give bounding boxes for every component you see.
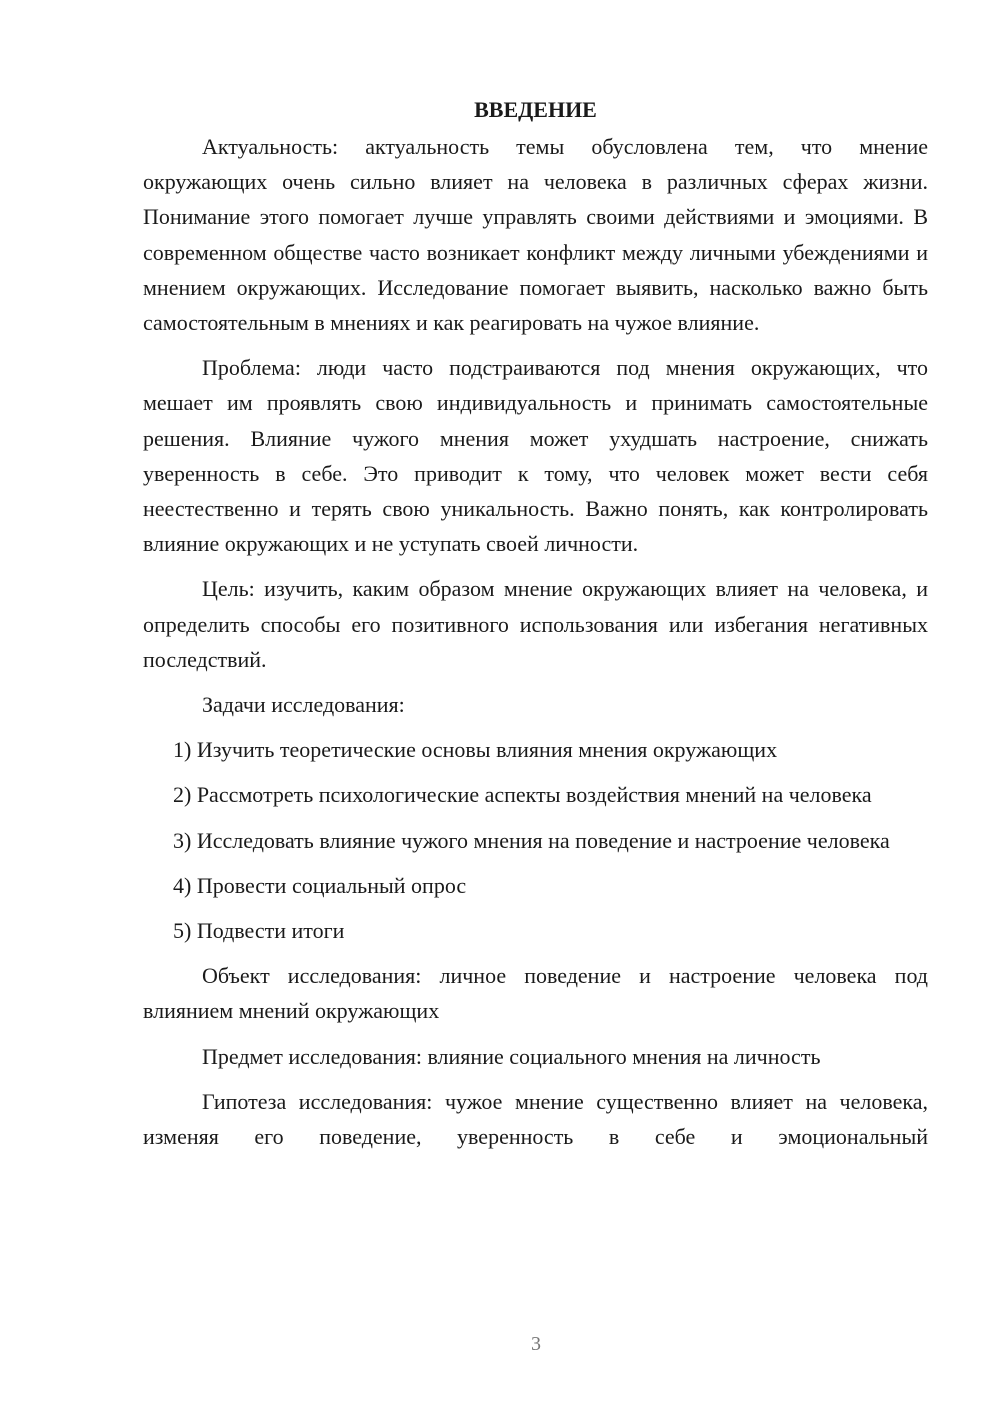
object-paragraph: Объект исследования: личное поведение и настроение человека под влиянием мнений окружающих (143, 963, 928, 1024)
tasks-title: Задачи исследования: (202, 692, 405, 718)
task-item-2: 2) Рассмотреть психологические аспекты воздействия мнений на человека (173, 782, 872, 808)
page-number: 3 (531, 1333, 541, 1355)
subject-paragraph: Предмет исследования: влияние социального мнения на личность (202, 1043, 821, 1069)
section-heading: ВВЕДЕНИЕ (474, 97, 597, 122)
task-item-1: 1) Изучить теоретические основы влияния мнения окружающих (173, 737, 778, 763)
goal-paragraph: Цель: изучить, каким образом мнение окружающих влияет на человека, и определить способы его позитивного использования или избегания негативных последствий. (143, 576, 928, 672)
hypothesis-paragraph: Гипотеза исследования: чужое мнение существенно влияет на человека, изменяя его поведение, уверенность в себе и эмоциональный (143, 1088, 928, 1150)
task-item-5: 5) Подвести итоги (173, 918, 345, 944)
relevance-paragraph: Актуальность: актуальность темы обусловлена тем, что мнение окружающих очень сильно влияет на человека в различных сферах жизни. Понимание этого помогает лучше управлять своими действиями и эмоциями. В современном обществе часто возникает конфликт между личными убеждениями и мнением окружающих. Исследование помогает выявить, насколько важно быть самостоятельным в мнениях и как реагировать на чужое влияние. (143, 134, 928, 336)
document-page (143, 92, 928, 1164)
problem-paragraph: Проблема: люди часто подстраиваются под мнения окружающих, что мешает им проявлять свою индивидуальность и принимать самостоятельные решения. Влияние чужого мнения может ухудшать настроение, снижать уверенность в себе. Это приводит к тому, что человек может вести себя неестественно и терять свою уникальность. Важно понять, как контролировать влияние окружающих и не уступать своей личности. (143, 355, 928, 557)
task-item-3: 3) Исследовать влияние чужого мнения на поведение и настроение человека (173, 827, 890, 853)
task-item-4: 4) Провести социальный опрос (173, 872, 467, 898)
